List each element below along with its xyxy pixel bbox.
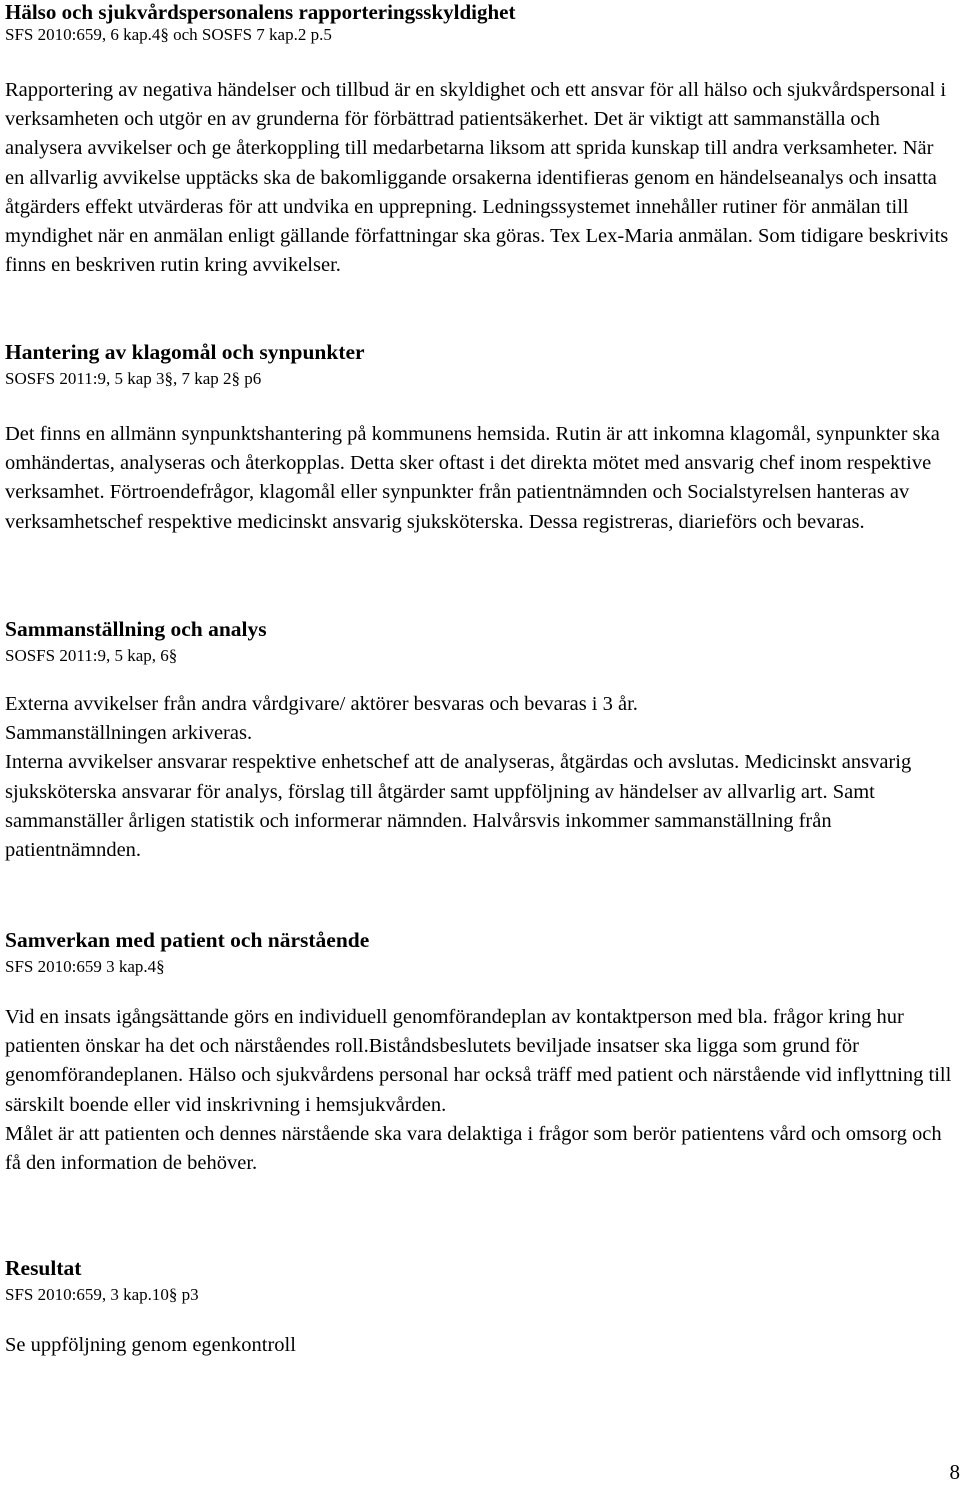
section-complaints-body <box>5 420 955 537</box>
section-reference: SOSFS 2011:9, 5 kap, 6§ <box>5 646 178 666</box>
body-paragraph: Sammanställningen arkiveras. <box>5 722 253 745</box>
section-reference: SFS 2010:659 3 kap.4§ <box>5 957 165 977</box>
section-heading: Hantering av klagomål och synpunkter <box>5 340 365 364</box>
section-result <box>5 1254 955 1307</box>
section-reporting <box>5 0 955 46</box>
body-paragraph: Rapportering av negativa händelser och tillbud är en skyldighet och ett ansvar för all hälso och sjukvårdspersonal i verksamheten och utgör en av grunderna för förbättrad patientsäkerhet. Det är viktigt att sammanställa och analysera avvikelser och ge återkoppling till medarbetarna liksom att sprida kunskap till andra verksamheter. När en allvarlig avvikelse upptäcks ska de bakomliggande orsakerna identifieras genom en händelseanalys och insatta åtgärders effekt utvärderas för att undvika en upprepning. Ledningssystemet innehåller rutiner för anmälan till myndighet när en anmälan enligt gällande författningar ska göras. Tex Lex-Maria anmälan. Som tidigare beskrivits finns en beskriven rutin kring avvikelser. <box>5 79 949 277</box>
page-number: 8 <box>949 1460 960 1484</box>
section-result-body <box>5 1331 955 1360</box>
section-complaints <box>5 338 955 391</box>
body-paragraph: Externa avvikelser från andra vårdgivare/ aktörer besvaras och bevaras i 3 år. <box>5 693 638 715</box>
section-analysis <box>5 615 955 668</box>
section-analysis-body <box>5 690 955 865</box>
body-paragraph: Vid en insats igångsättande görs en individuell genomförandeplan av kontaktperson med bla. frågor kring hur patienten önskar ha det och närståendes roll.Biståndsbeslutets beviljade insatser ska ligga som grund för genomförandeplanen. Hälso och sjukvårdens personal har också träff med patient och närstående vid inflyttning till särskilt boende eller vid inskrivning i hemsjukvården. <box>5 1006 952 1116</box>
section-heading: Resultat <box>5 1256 82 1280</box>
body-paragraph: Det finns en allmänn synpunktshantering på kommunens hemsida. Rutin är att inkomna klagomål, synpunkter ska omhändertas, analyseras och återkopplas. Detta sker oftast i det direkta mötet med ansvarig chef inom respektive verksamhet. Förtroendefrågor, klagomål eller synpunkter från patientnämnden och Socialstyrelsen hanteras av verksamhetschef respektive medicinskt ansvarig sjuksköterska. Dessa registreras, diarieförs och bevaras. <box>5 423 940 533</box>
section-reference: SOSFS 2011:9, 5 kap 3§, 7 kap 2§ p6 <box>5 369 262 389</box>
body-paragraph: Se uppföljning genom egenkontroll <box>5 1334 296 1356</box>
body-paragraph: Interna avvikelser ansvarar respektive enhetschef att de analyseras, åtgärdas och avslutas. Medicinskt ansvarig sjuksköterska ansvarar för analys, förslag till åtgärder samt uppföljning av händelser av allvarlig art. Samt sammanställer årligen statistik och informerar nämnden. Halvårsvis inkommer sammanställning från patientnämnden. <box>5 751 912 862</box>
section-reporting-body <box>5 76 955 280</box>
body-paragraph: Målet är att patienten och dennes närstående ska vara delaktiga i frågor som berör patientens vård och omsorg och få den information de behöver. <box>5 1122 942 1175</box>
section-reference: SFS 2010:659, 3 kap.10§ p3 <box>5 1285 199 1305</box>
section-cooperation-body <box>5 1003 955 1178</box>
section-heading: Samverkan med patient och närstående <box>5 928 370 952</box>
section-cooperation <box>5 926 955 979</box>
section-reference: SFS 2010:659, 6 kap.4§ och SOSFS 7 kap.2 p.5 <box>5 25 332 44</box>
section-heading: Hälso och sjukvårdspersonalens rapporteringsskyldighet <box>5 0 516 24</box>
section-heading: Sammanställning och analys <box>5 617 267 641</box>
